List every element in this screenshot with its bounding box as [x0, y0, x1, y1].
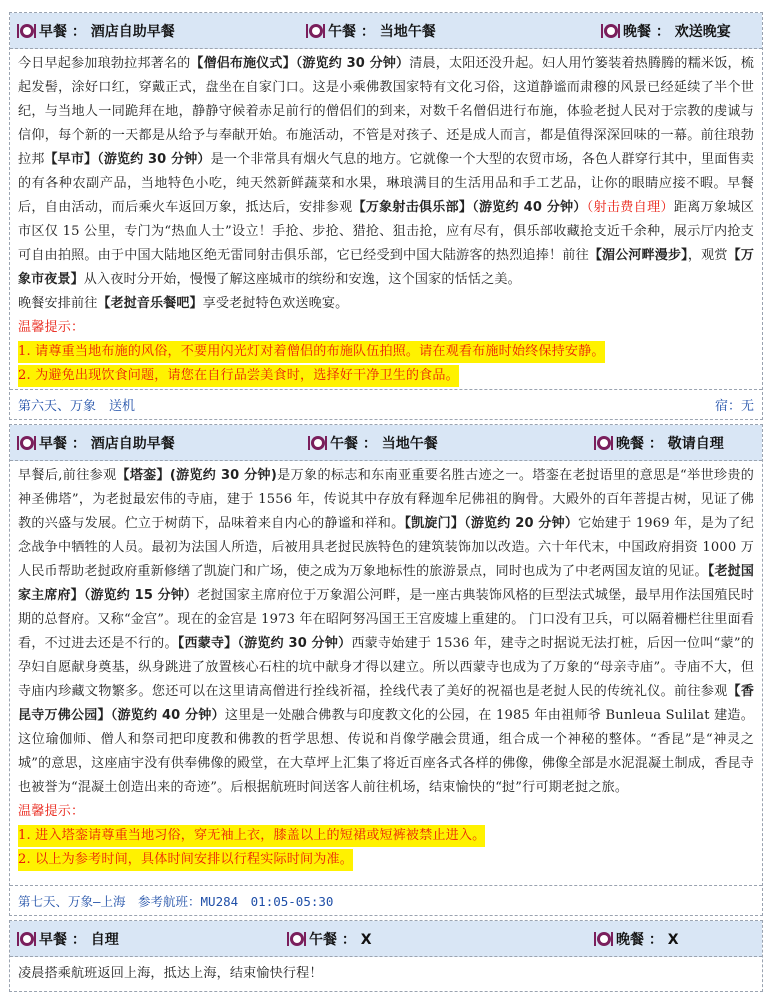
attraction-name: 【湄公河畔漫步】	[588, 248, 688, 263]
day6-dinner	[593, 433, 724, 453]
tips-title: 温馨提示：	[18, 320, 85, 335]
attraction-name: 【老挝国家主席府】（游览约 15 分钟）	[18, 564, 754, 603]
text-run: 今日早起参加琅勃拉邦著名的	[18, 56, 191, 71]
day5-description	[10, 49, 762, 388]
day7-dinner	[593, 929, 679, 949]
dining-plate-icon	[16, 433, 36, 453]
text-run: 是万象的标志和东南亚重要名胜古迹之一。塔銮在老挝语里的意思是“举世珍贵的神圣佛塔”，为老挝最宏伟的寺庙，建于 1556 年，传说其中存放有释迦牟尼佛祖的胸骨。大殿外的百年菩提古树，见证了佛教的兴盛与发展。伫立于树荫下，品味着来自内心的静谧和祥和。	[18, 468, 755, 531]
day-title: 第七天、万象—上海 参考航班：MU284 01:05-05:30	[18, 893, 334, 909]
day7-dinner-label: 晚餐 ： X	[616, 931, 679, 948]
tip-item: 1. 请尊重当地布施的风俗，不要用闪光灯对着僧侣的布施队伍拍照。请在观看布施时始终保持安静。	[18, 341, 605, 363]
text-run: 从入夜时分开始，慢慢了解这座城市的缤纷和安逸，这个国家的恬恬之美。	[83, 272, 521, 287]
tip-item: 1. 进入塔銮请尊重当地习俗，穿无袖上衣，膝盖以上的短裙或短裤被禁止进入。	[18, 825, 485, 847]
day7-header	[10, 885, 762, 915]
tips-title: 温馨提示：	[18, 804, 85, 819]
text-run: 它始建于 1969 年，是为了纪念战争中牺牲的人员。最初为法国人所造，后被用具老挝民族特色的建筑装饰加以改造。六十年代末，中国政府捐资 1000 万人民币帮助老挝政府重新修缮了凯旋门和广场，使之成为万象地标性的旅游景点，同时也成为了中老两国友谊的见证。	[18, 516, 755, 579]
day6-lunch	[307, 433, 438, 453]
day7-description	[10, 957, 762, 986]
day6-dinner-label: 晚餐 ： 敬请自理	[616, 435, 724, 452]
dining-plate-icon	[307, 433, 327, 453]
day6-breakfast-label: 早餐 ： 酒店自助早餐	[39, 435, 175, 452]
attraction-name: 【万象市夜景】	[18, 248, 754, 287]
dining-plate-icon	[600, 21, 620, 41]
day7-breakfast-label: 早餐 ： 自理	[39, 931, 119, 948]
text-run: 凌晨搭乘航班返回上海，抵达上海，结束愉快行程！	[18, 966, 323, 981]
attraction-name: 【塔銮】(游览约 30 分钟)	[116, 468, 277, 483]
dining-plate-icon	[305, 21, 325, 41]
day7-lunch-label: 午餐 ： X	[309, 931, 372, 948]
day5-lunch-label: 午餐 ： 当地午餐	[328, 23, 436, 40]
dining-plate-icon	[593, 929, 613, 949]
day5-meals-bar	[10, 13, 762, 49]
day7-section	[9, 920, 763, 992]
attraction-name: 【西蒙寺】（游览约 30 分钟）	[177, 636, 352, 651]
text-run: 是一个非常具有烟火气息的地方。它就像一个大型的农贸市场，各色人群穿行其中，里面售卖的有各种农副产品，当地特色小吃，纯天然新鲜蔬菜和水果，琳琅满目的生活用品和手工艺品，让你的眼睛应接不暇。早餐后，自由活动，而后乘火车返回万象，抵达后，安排参观	[18, 152, 754, 215]
day5-breakfast-label: 早餐 ： 酒店自助早餐	[39, 23, 175, 40]
dining-plate-icon	[593, 433, 613, 453]
text-run: 早餐后,前往参观	[18, 468, 117, 483]
text-run: 享受老挝特色欢送晚宴。	[202, 296, 349, 311]
text-run: 晚餐安排前往	[18, 296, 98, 311]
attraction-name: 【凯旋门】（游览约 20 分钟）	[404, 516, 579, 531]
attraction-name: 【早市】（游览约 30 分钟）	[44, 152, 211, 167]
fee-note: （射击费自理）	[586, 200, 674, 215]
dining-plate-icon	[16, 929, 36, 949]
tip-item: 2. 以上为参考时间，具体时间安排以行程实际时间为准。	[18, 849, 353, 871]
day5-dinner	[600, 21, 731, 41]
accommodation: 宿：无	[714, 399, 754, 414]
dining-plate-icon	[286, 929, 306, 949]
day-title: 第六天、万象 送机	[18, 399, 136, 414]
tip-item: 2. 为避免出现饮食问题，请您在自行品尝美食时，选择好干净卫生的食品。	[18, 365, 459, 387]
attraction-name: 【万象射击俱乐部】（游览约 40 分钟）	[352, 200, 587, 215]
day5-dinner-label: 晚餐 ： 欢送晚宴	[623, 23, 731, 40]
day6-breakfast	[16, 433, 175, 453]
day6-header	[10, 389, 762, 419]
dining-plate-icon	[16, 21, 36, 41]
day6-lunch-label: 午餐 ： 当地午餐	[330, 435, 438, 452]
attraction-name: 【僧侣布施仪式】（游览约 30 分钟）	[190, 56, 410, 71]
day7-breakfast	[16, 929, 119, 949]
day6-meals-bar	[10, 425, 762, 461]
text-run: 距离万象城区市区仅 15 公里，专门为“热血人士”设立！手抢、步抢、猎抢、狙击抢，应有尽有，俱乐部收藏抢支近千余种，展示厅内抢支可自由拍照。由于中国大陆地区绝无雷同射击俱乐部，它已经受到中国大陆游客的热烈追捧！前往	[18, 200, 754, 263]
text-run: 清晨，太阳还没升起。妇人用竹篓装着热腾腾的糯米饭，梳起发髻，涂好口红，穿戴正式，盘坐在自家门口。这是小乘佛教国家特有文化习俗，这道静谧而肃穆的风景已经延续了半个世纪，与当地人一同跪拜在地，静静守候着赤足前行的僧侣们的到来，对数千名僧侣进行布施，体验老挝人民对于宗教的虔诚与信仰，每个新的一天都是从给予与奉献开始。布施活动，不管是对孩子、还是成人而言，都是值得深深回味的一幕。前往琅勃拉邦	[18, 56, 754, 167]
text-run: ，观赏	[687, 248, 728, 263]
attraction-name: 【香昆寺万佛公园】（游览约 40 分钟）	[18, 684, 754, 723]
day7-lunch	[286, 929, 372, 949]
attraction-name: 【老挝音乐餐吧】	[97, 296, 203, 311]
day6-section	[9, 424, 763, 916]
text-run: 老挝国家主席府位于万象湄公河畔，是一座古典装饰风格的巨型法式城堡，最早用作法国殖民时期的总督府。又称“金宫”。现在的金宫是 1973 年在昭阿努冯国王王宫废墟上重建的。 门口没有卫兵，可以隔着栅栏往里面看看，不过进去还是不行的。	[18, 588, 754, 651]
day7-meals-bar	[10, 921, 762, 957]
text-run: 西蒙寺始建于 1536 年，建寺之时据说无法打桩，后因一位叫“蒙”的孕妇自愿献身奠基，纵身跳进了放置核心石柱的坑中献身才得以建立。所以西蒙寺也成为了万象的“母亲寺庙”。寺庙不大，但寺庙内珍藏文物繁多。您还可以在这里请高僧进行拴线祈福，拴线代表了美好的祝福也是老挝人民的传统礼仪。前往参观	[18, 636, 754, 699]
day5-lunch	[305, 21, 436, 41]
text-run: 这里是一处融合佛教与印度教文化的公园，在 1985 年由祖师爷 Bunleua Sulilat 建造。这位瑜伽师、僧人和祭司把印度教和佛教的哲学思想、传说和肖像学融会贯通，组合成一个神秘的整体。“香昆”是“神灵之城”的意思，这座庙宇没有供奉佛像的殿堂，在大草坪上汇集了将近百座各式各样的佛像，佛像全部是水泥混凝土制成，香昆寺也被誉为“混凝土创造出来的奇迹”。后根据航班时间送客人前往机场，结束愉快的“挝”行可期老挝之旅。	[18, 708, 754, 795]
day6-description	[10, 461, 762, 872]
day5-breakfast	[16, 21, 175, 41]
day5-section	[9, 12, 763, 420]
